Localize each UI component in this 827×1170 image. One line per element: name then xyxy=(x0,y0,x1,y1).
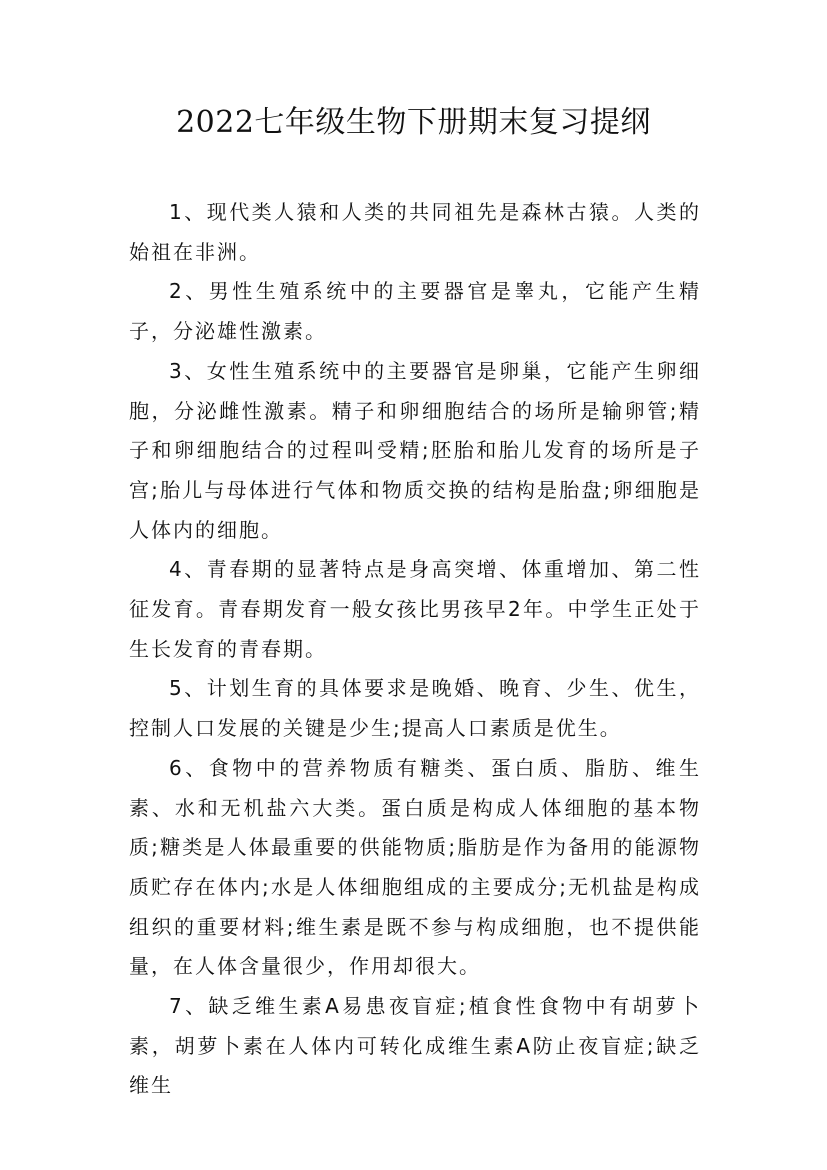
paragraph-1: 1、现代类人猿和人类的共同祖先是森林古猿。人类的始祖在非洲。 xyxy=(129,200,701,264)
paragraph-6: 6、食物中的营养物质有糖类、蛋白质、脂肪、维生素、水和无机盐六大类。蛋白质是构成人体细胞的基本物质;糖类是人体最重要的供能物质;脂肪是作为备用的能源物质贮存在体内;水是人体细胞组成的主要成分;无机盐是构成组织的重要材料;维生素是既不参与构成细胞，也不提供能量，在人体含量很少，作用却很大。 xyxy=(129,755,701,979)
paragraph-7: 7、缺乏维生素A易患夜盲症;植食性食物中有胡萝卜素，胡萝卜素在人体内可转化成维生素A防止夜盲症;缺乏维生 xyxy=(129,994,701,1098)
paragraph-5: 5、计划生育的具体要求是晚婚、晚育、少生、优生，控制人口发展的关键是少生;提高人口素质是优生。 xyxy=(129,676,701,741)
paragraph-4: 4、青春期的显著特点是身高突增、体重增加、第二性征发育。青春期发育一般女孩比男孩早2年。中学生正处于生长发育的青春期。 xyxy=(129,557,701,661)
paragraph-2: 2、男性生殖系统中的主要器官是睾丸，它能产生精子，分泌雄性激素。 xyxy=(129,279,701,344)
document-body xyxy=(129,193,701,1106)
document-title: 2022七年级生物下册期末复习提纲 xyxy=(176,105,651,140)
paragraph-3: 3、女性生殖系统中的主要器官是卵巢，它能产生卵细胞，分泌雌性激素。精子和卵细胞结合的场所是输卵管;精子和卵细胞结合的过程叫受精;胚胎和胎儿发育的场所是子宫;胎儿与母体进行气体和物质交换的结构是胎盘;卵细胞是人体内的细胞。 xyxy=(129,358,701,542)
